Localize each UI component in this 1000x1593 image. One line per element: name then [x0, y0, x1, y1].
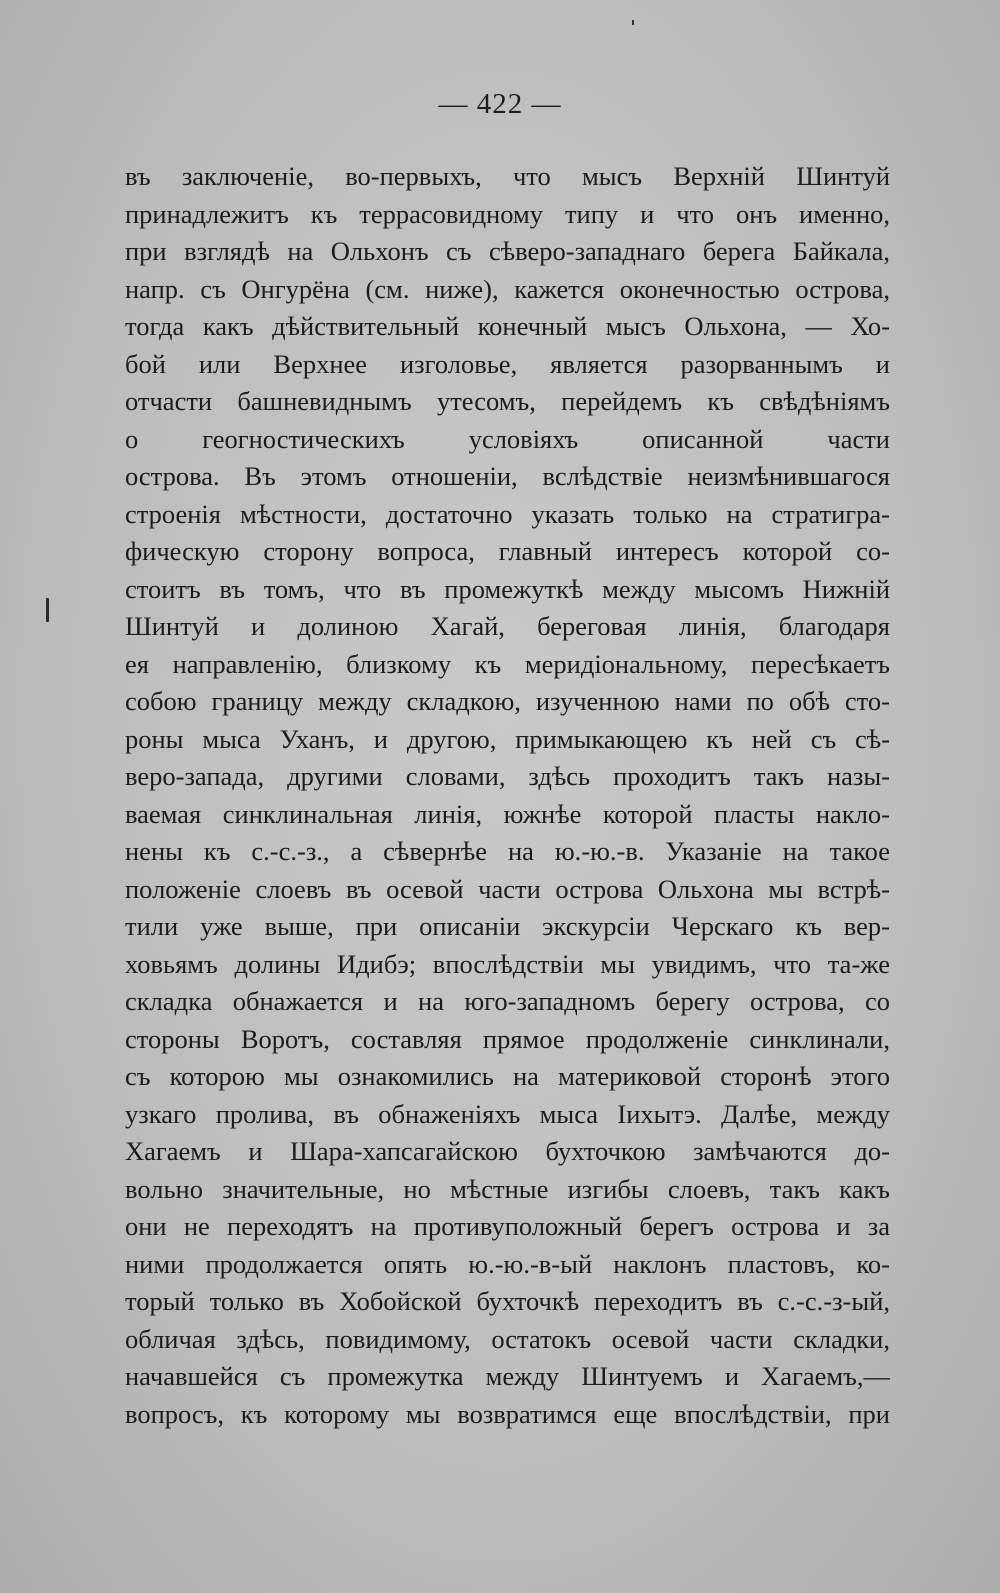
margin-mark [46, 598, 49, 622]
page-number: — 422 — [438, 88, 562, 120]
text-line: стороны Воротъ, составляя прямое продолженіе синклинали, [125, 1023, 890, 1054]
text-line: роны мыса Уханъ, и другою, примыкающею къ ней съ сѣ- [125, 723, 890, 754]
text-line: острова. Въ этомъ отношеніи, вслѣдствіе неизмѣнившагося [125, 461, 890, 491]
text-line: обличая здѣсь, повидимому, остатокъ осевой части складки, [125, 1323, 890, 1354]
text-line: вольно значительные, но мѣстные изгибы слоевъ, такъ какъ [125, 1173, 890, 1204]
text-line: съ которою мы ознакомились на материковой сторонѣ этого [125, 1061, 890, 1091]
text-line: торый только въ Хобойской бухточкѣ переходитъ въ с.-с.-з-ый, [125, 1286, 890, 1316]
text-line: собою границу между складкою, изученною нами по обѣ сто- [125, 686, 890, 716]
text-line: начавшейся съ промежутка между Шинтуемъ и Хагаемъ,— [125, 1361, 890, 1391]
text-line: веро-запада, другими словами, здѣсь проходитъ такъ назы- [125, 761, 890, 791]
text-line: стоитъ въ томъ, что въ промежуткѣ между мысомъ Нижній [125, 573, 890, 604]
text-line: ними продолжается опять ю.-ю.-в-ый наклонъ пластовъ, ко- [125, 1248, 890, 1279]
text-line: принадлежитъ къ террасовидному типу и что онъ именно, [125, 198, 890, 229]
text-line: нены къ с.-с.-з., а сѣвернѣе на ю.-ю.-в. Указаніе на такое [125, 836, 890, 866]
text-line: строенія мѣстности, достаточно указать только на стратигра- [125, 498, 890, 529]
text-line: узкаго пролива, въ обнаженіяхъ мыса Іихытэ. Далѣе, между [125, 1098, 890, 1129]
text-line: напр. съ Онгурёна (см. ниже), кажется оконечностью острова, [125, 273, 890, 304]
text-line: тогда какъ дѣйствительный конечный мысъ Ольхона, — Хо- [125, 311, 890, 341]
text-line: при взглядѣ на Ольхонъ съ сѣверо-западнаго берега Байкала, [125, 236, 890, 266]
text-line: ховьямъ долины Идибэ; впослѣдствіи мы увидимъ, что та-же [125, 948, 890, 979]
text-line: они не переходятъ на противуположный берегъ острова и за [125, 1211, 890, 1241]
text-line: о геогностическихъ условіяхъ описанной части [125, 423, 890, 454]
ink-speck [632, 20, 634, 25]
text-line: бой или Верхнее изголовье, является разорваннымъ и [125, 348, 890, 379]
text-line: ваемая синклинальная линія, южнѣе которой пласты накло- [125, 798, 890, 829]
text-line: ея направленію, близкому къ меридіональному, пересѣкаетъ [125, 648, 890, 679]
text-line: отчасти башневиднымъ утесомъ, перейдемъ къ свѣдѣніямъ [125, 386, 890, 416]
text-line: Шинтуй и долиною Хагай, береговая линія, благодаря [125, 611, 890, 641]
body-text [125, 158, 890, 1433]
text-line: вопросъ, къ которому мы возвратимся еще впослѣдствіи, при [125, 1398, 890, 1429]
text-line: фическую сторону вопроса, главный интересъ которой со- [125, 536, 890, 566]
text-line: въ заключеніе, во-первыхъ, что мысъ Верхній Шинтуй [125, 161, 890, 191]
text-line: положеніе слоевъ въ осевой части острова Ольхона мы встрѣ- [125, 873, 890, 904]
text-line: Хагаемъ и Шара-хапсагайскою бухточкою замѣчаются до- [125, 1136, 890, 1166]
text-line: складка обнажается и на юго-западномъ берегу острова, со [125, 986, 890, 1016]
text-line: тили уже выше, при описаніи экскурсіи Черскаго къ вер- [125, 911, 890, 941]
